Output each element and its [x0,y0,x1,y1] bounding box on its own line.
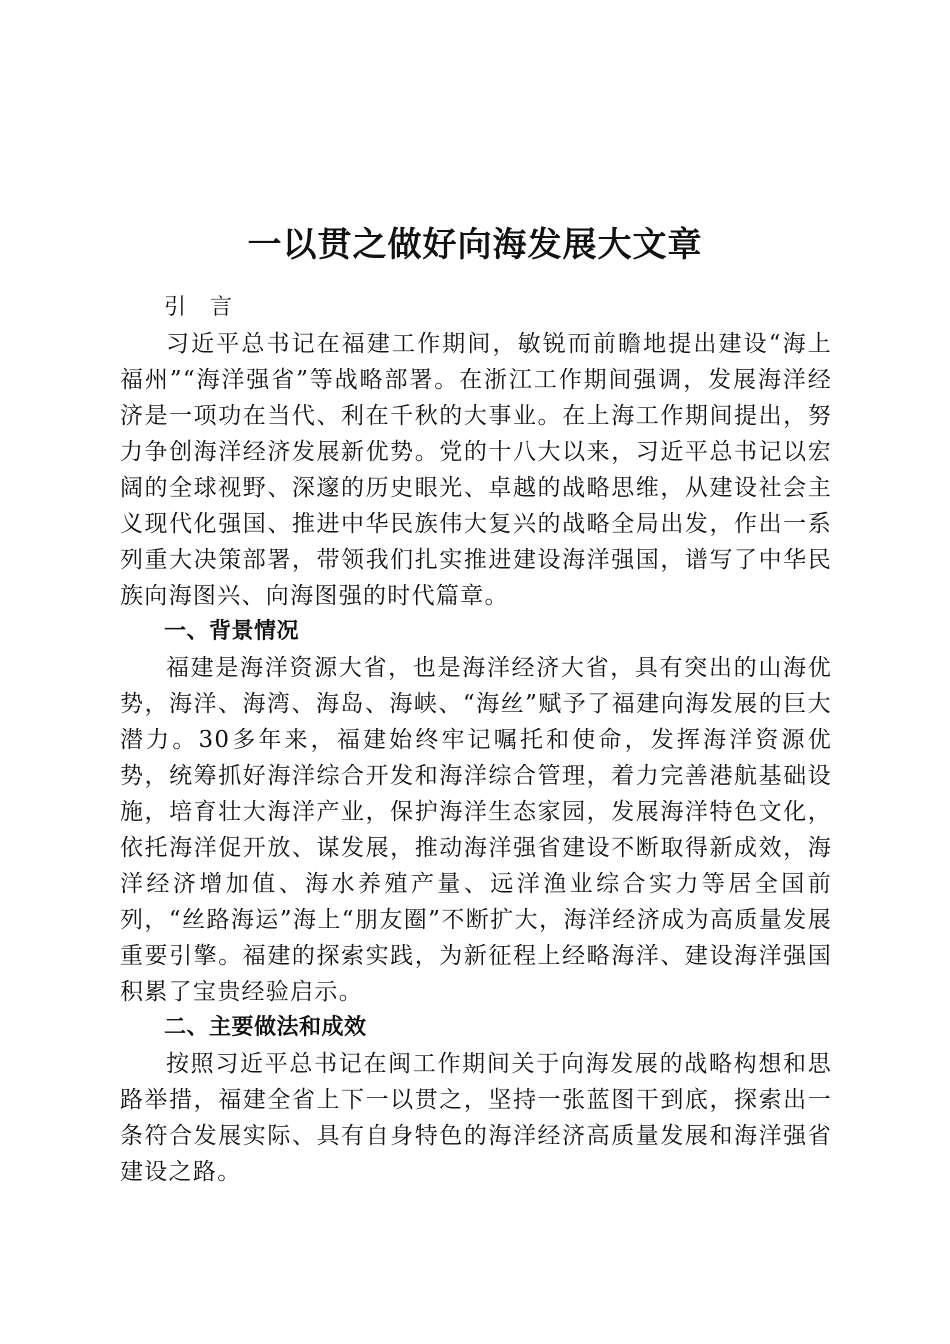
intro-heading-first: 引 [164,295,187,320]
document-body [120,290,832,1190]
section-heading-practices: 二、主要做法和成效 [164,1015,367,1040]
intro-heading [120,290,832,326]
section-heading-background: 一、背景情况 [164,619,300,644]
section-paragraph-background: 福建是海洋资源大省，也是海洋经济大省，具有突出的山海优势，海洋、海湾、海岛、海峡、“海丝”赋予了福建向海发展的巨大潜力。30多年来，福建始终牢记嘱托和使命，发挥海洋资源优势，统筹抓好海洋综合开发和海洋综合管理，着力完善港航基础设施，培育壮大海洋产业，保护海洋生态家园，发展海洋特色文化，依托海洋促开放、谋发展，推动海洋强省建设不断取得新成效，海洋经济增加值、海水养殖产量、远洋渔业综合实力等居全国前列，“丝路海运”海上“朋友圈”不断扩大，海洋经济成为高质量发展重要引擎。福建的探索实践，为新征程上经略海洋、建设海洋强国积累了宝贵经验启示。 [120,655,832,1005]
intro-heading-second: 言 [210,295,233,320]
intro-paragraph: 习近平总书记在福建工作期间，敏锐而前瞻地提出建设“海上福州”“海洋强省”等战略部署。在浙江工作期间强调，发展海洋经济是一项功在当代、利在千秋的大事业。在上海工作期间提出，努力争创海洋经济发展新优势。党的十八大以来，习近平总书记以宏阔的全球视野、深邃的历史眼光、卓越的战略思维，从建设社会主义现代化强国、推进中华民族伟大复兴的战略全局出发，作出一系列重大决策部署，带领我们扎实推进建设海洋强国，谱写了中华民族向海图兴、向海图强的时代篇章。 [120,331,832,609]
section-paragraph-practices: 按照习近平总书记在闽工作期间关于向海发展的战略构想和思路举措，福建全省上下一以贯之，坚持一张蓝图干到底，探索出一条符合发展实际、具有自身特色的海洋经济高质量发展和海洋强省建设之路。 [120,1051,832,1185]
document-title: 一以贯之做好向海发展大文章 [247,224,703,265]
